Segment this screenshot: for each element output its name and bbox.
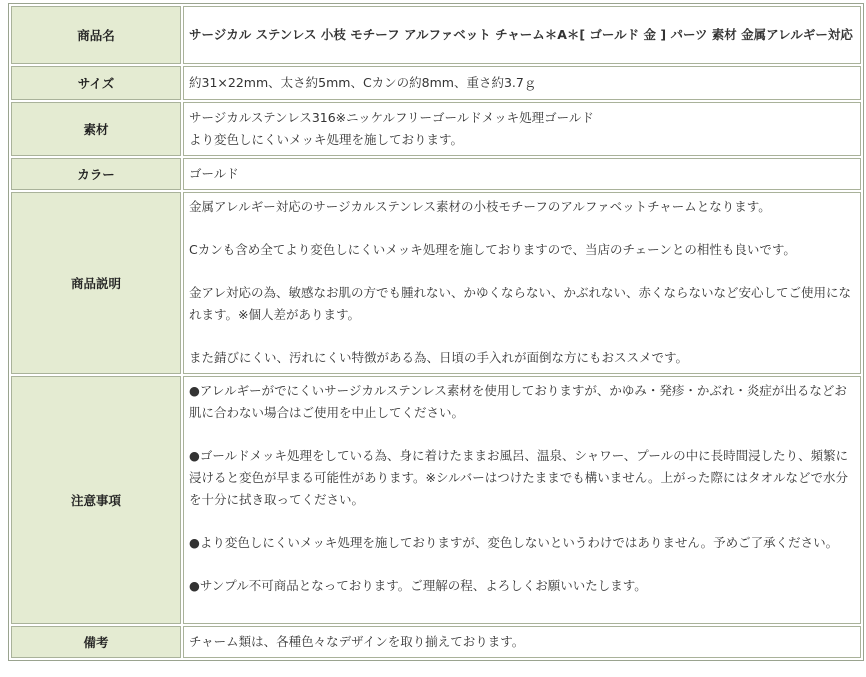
value-size: 約31×22mm、太さ約5mm、Cカンの約8mm、重さ約3.7ｇ <box>183 66 861 100</box>
product-spec-container <box>8 3 864 661</box>
label-color: カラー <box>11 158 181 190</box>
value-notes <box>183 376 861 624</box>
label-size: サイズ <box>11 66 181 100</box>
material-line: サージカルステンレス316※ニッケルフリーゴールドメッキ処理ゴールド <box>189 110 594 125</box>
label-remarks: 備考 <box>11 626 181 658</box>
notes-paragraph: ●より変色しにくいメッキ処理を施しておりますが、変色しないというわけではありません。予めご了承ください。 <box>189 535 839 550</box>
row-notes <box>11 376 861 624</box>
row-material <box>11 102 861 156</box>
label-material: 素材 <box>11 102 181 156</box>
notes-paragraph: ●サンプル不可商品となっております。ご理解の程、よろしくお願いいたします。 <box>189 578 647 593</box>
label-product-name: 商品名 <box>11 6 181 64</box>
value-product-name <box>183 6 861 64</box>
row-size <box>11 66 861 100</box>
value-remarks: チャーム類は、各種色々なデザインを取り揃えております。 <box>183 626 861 658</box>
row-product-name <box>11 6 861 64</box>
label-description: 商品説明 <box>11 192 181 374</box>
value-description <box>183 192 861 374</box>
row-remarks <box>11 626 861 658</box>
row-description <box>11 192 861 374</box>
description-paragraph: また錆びにくい、汚れにくい特徴がある為、日頃の手入れが面倒な方にもおススメです。 <box>189 350 689 365</box>
value-material <box>183 102 861 156</box>
notes-paragraph: ●ゴールドメッキ処理をしている為、身に着けたままお風呂、温泉、シャワー、プールの中に長時間浸したり、頻繁に浸けると変色が早まる可能性があります。※シルバーはつけたままでも構いません。上がった際にはタオルなどで水分を十分に拭き取ってください。 <box>189 448 849 507</box>
value-color: ゴールド <box>183 158 861 190</box>
description-paragraph: 金属アレルギー対応のサージカルステンレス素材の小枝モチーフのアルファベットチャームとなります。 <box>189 199 771 214</box>
row-color <box>11 158 861 190</box>
material-line: より変色しにくいメッキ処理を施しております。 <box>189 132 464 147</box>
product-name-text: サージカル ステンレス 小枝 モチーフ アルファベット チャーム＊A＊[ ゴールド 金 ] パーツ 素材 金属アレルギー対応 <box>189 27 853 42</box>
description-paragraph: Cカンも含め全てより変色しにくいメッキ処理を施しておりますので、当店のチェーンとの相性も良いです。 <box>189 242 796 257</box>
description-paragraph: 金アレ対応の為、敏感なお肌の方でも腫れない、かゆくならない、かぶれない、赤くならないなど安心してご使用になれます。※個人差があります。 <box>189 285 852 322</box>
label-notes: 注意事項 <box>11 376 181 624</box>
product-spec-table <box>8 3 864 661</box>
notes-paragraph: ●アレルギーがでにくいサージカルステンレス素材を使用しておりますが、かゆみ・発疹・かぶれ・炎症が出るなどお肌に合わない場合はご使用を中止してください。 <box>189 383 847 420</box>
